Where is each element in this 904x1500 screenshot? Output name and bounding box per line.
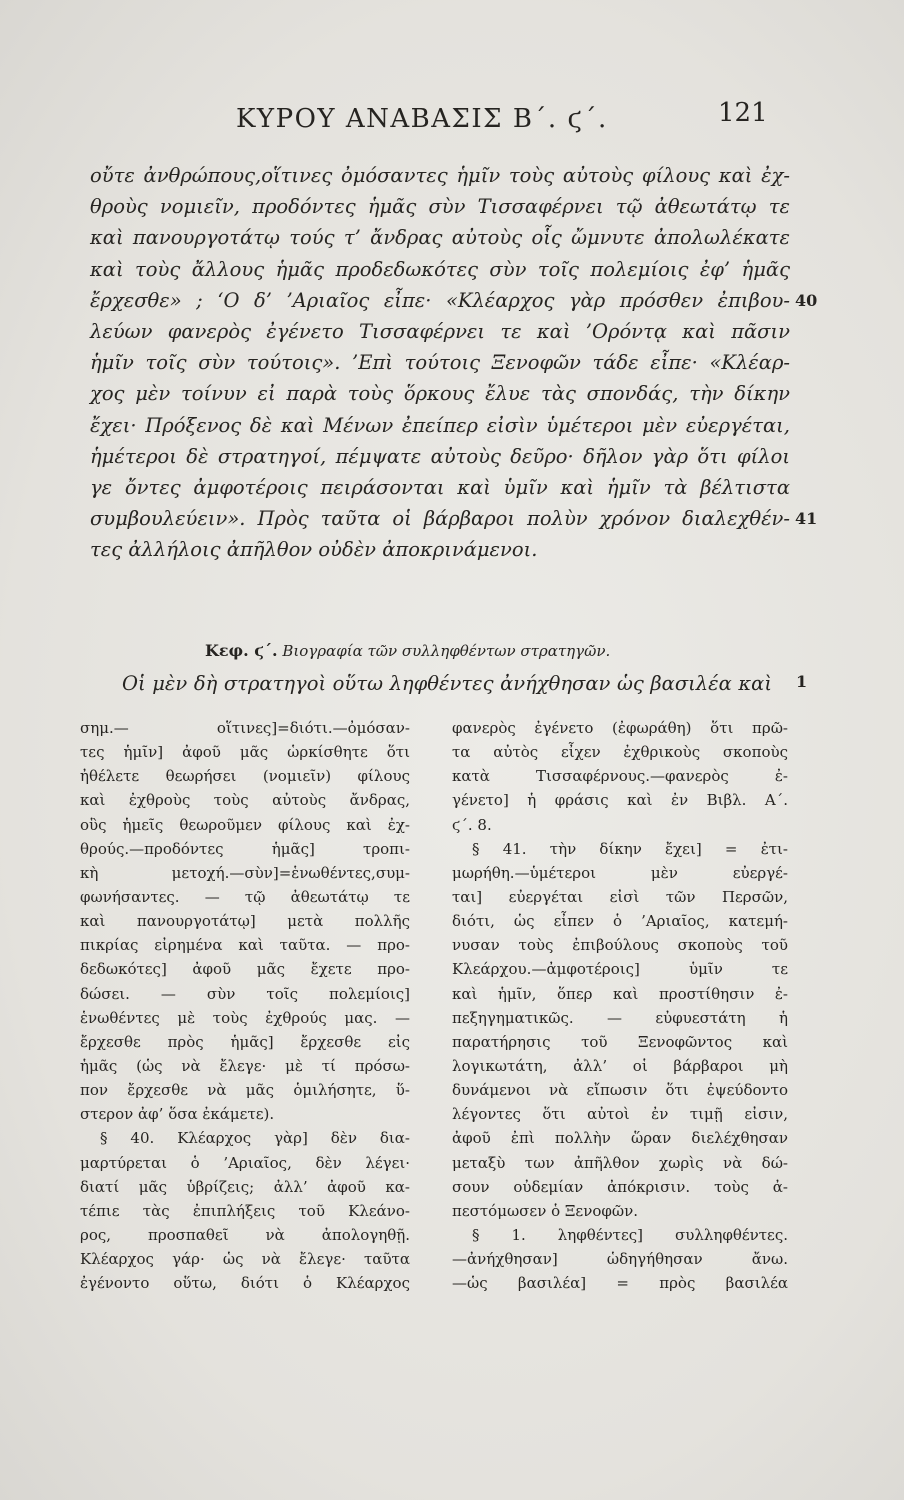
commentary-line bbox=[80, 1078, 410, 1102]
commentary-line bbox=[80, 885, 410, 909]
commentary-right-column bbox=[452, 716, 788, 1295]
commentary-line bbox=[80, 1030, 410, 1054]
main-text-line bbox=[90, 441, 790, 472]
commentary-line-content: § 40. Κλέαρχος γὰρ] δὲν δια- bbox=[100, 1129, 410, 1148]
commentary-line bbox=[80, 909, 410, 933]
commentary-line bbox=[452, 716, 788, 740]
commentary-line-content: ϛ΄. 8. bbox=[452, 815, 492, 834]
commentary-line-content: καὶ ἐχθροὺς τοὺς αὐτοὺς ἄνδρας, bbox=[80, 791, 410, 810]
main-text-line bbox=[90, 316, 790, 347]
chapter-label: Κεφ. ϛ΄. bbox=[205, 641, 278, 660]
commentary-line bbox=[452, 764, 788, 788]
main-text-line-content: τες ἀλλήλοις ἀπῆλθον οὐδὲν ἀποκρινάμενοι. bbox=[90, 538, 538, 562]
commentary-line-content: σημ.— οἵτινες]=διότι.—ὀμόσαν- bbox=[80, 719, 410, 737]
commentary-line-content: στερον ἀφ’ ὅσα ἐκάμετε). bbox=[80, 1105, 275, 1124]
main-text-line bbox=[90, 503, 818, 534]
main-text-line-content: ἡμέτεροι δὲ στρατηγοί, πέμψατε αὐτοὺς δεῦρο· δῆλον γὰρ ὅτι φίλοι bbox=[90, 444, 790, 468]
commentary-line-content: παρατήρησις τοῦ Ξενοφῶντος καὶ bbox=[452, 1032, 788, 1051]
commentary-line-content: Κλεάρχου.—ἀμφοτέροις] ὑμῖν τε bbox=[452, 960, 788, 979]
commentary-line-content: δεδωκότες] ἀφοῦ μᾶς ἔχετε προ- bbox=[80, 960, 410, 979]
commentary-line bbox=[452, 909, 788, 933]
commentary-line-content: διατί μᾶς ὑβρίζεις; ἀλλ’ ἀφοῦ κα- bbox=[80, 1177, 410, 1196]
main-text-line bbox=[90, 410, 790, 441]
main-text-line bbox=[90, 378, 790, 409]
main-text-line-content: ἔχει· Πρόξενος δὲ καὶ Μένων ἐπείπερ εἰσὶν ὑμέτεροι μὲν εὐεργέται, bbox=[90, 413, 790, 437]
chapter-opening-text: Οἱ μὲν δὴ στρατηγοὶ οὕτω ληφθέντες ἀνήχθησαν ὡς βασιλέα καὶ bbox=[122, 672, 772, 695]
commentary-line bbox=[452, 1102, 788, 1126]
commentary-line-content: γένετο] ἡ φράσις καὶ ἐν Βιβλ. Α΄. bbox=[452, 791, 788, 810]
commentary-line-content: ἡμᾶς (ὡς νὰ ἔλεγε· μὲ τί πρόσω- bbox=[80, 1056, 410, 1075]
commentary-line bbox=[452, 837, 788, 861]
chapter-heading bbox=[205, 641, 610, 660]
commentary-line bbox=[452, 788, 788, 812]
commentary-line-content: μωρήθη.—ὑμέτεροι μὲν εὐεργέ- bbox=[452, 863, 788, 882]
main-text-line-content: χος μὲν τοίνυν εἰ παρὰ τοὺς ὅρκους ἔλυε τὰς σπονδάς, τὴν δίκην bbox=[90, 382, 790, 406]
commentary-line bbox=[80, 1199, 410, 1223]
main-text-line bbox=[90, 222, 790, 253]
commentary-line-content: οὓς ἡμεῖς θεωροῦμεν φίλους καὶ ἐχ- bbox=[80, 815, 410, 834]
main-text-line-content: ἔρχεσθε» ; ‘Ο δ’ ’Αριαῖος εἶπε· «Κλέαρχος γὰρ πρόσθεν ἐπιβου- bbox=[90, 288, 790, 312]
commentary-line bbox=[452, 861, 788, 885]
commentary-line-content: § 1. ληφθέντες] συλληφθέντες. bbox=[472, 1225, 788, 1244]
commentary-line-content: Κλέαρχος γάρ· ὡς νὰ ἔλεγε· ταῦτα bbox=[80, 1250, 410, 1269]
commentary-line bbox=[452, 1271, 788, 1295]
commentary-line bbox=[80, 1271, 410, 1295]
commentary-line bbox=[80, 1247, 410, 1271]
commentary-line bbox=[452, 740, 788, 764]
commentary-line bbox=[452, 1199, 788, 1223]
commentary-line bbox=[452, 1151, 788, 1175]
main-text-line bbox=[90, 160, 790, 191]
commentary-line-content: πεξηγηματικῶς. — εὐφυεστάτη ἡ bbox=[452, 1008, 788, 1027]
commentary-line bbox=[80, 1223, 410, 1247]
chapter-opening-line bbox=[122, 672, 772, 695]
commentary-line-content: δώσει. — σὺν τοῖς πολεμίοις] bbox=[80, 984, 410, 1003]
commentary-line-content: διότι, ὡς εἶπεν ὁ ’Αριαῖος, κατεμή- bbox=[452, 912, 788, 931]
commentary-line bbox=[80, 861, 410, 885]
commentary-line-content: φωνήσαντες. — τῷ ἀθεωτάτῳ τε bbox=[80, 887, 410, 906]
commentary-line bbox=[80, 788, 410, 812]
commentary-line-content: ἐγένοντο οὕτω, διότι ὁ Κλέαρχος bbox=[80, 1274, 410, 1293]
commentary-line bbox=[452, 933, 788, 957]
commentary-line bbox=[452, 1006, 788, 1030]
commentary-line-content: ἀφοῦ ἐπὶ πολλὴν ὥραν διελέχθησαν bbox=[452, 1129, 788, 1148]
commentary-line-content: ἑνωθέντες μὲ τοὺς ἐχθρούς μας. — bbox=[80, 1008, 410, 1027]
main-text-line-content: λεύων φανερὸς ἐγένετο Τισσαφέρνει τε καὶ ’Ορόντᾳ καὶ πᾶσιν bbox=[90, 319, 790, 343]
commentary-line-content: κατὰ Τισσαφέρνους.—φανερὸς ἐ- bbox=[452, 767, 788, 786]
commentary-line bbox=[80, 716, 410, 740]
commentary-line-content: πικρίας εἰρημένα καὶ ταῦτα. — προ- bbox=[80, 936, 410, 955]
commentary-line-content: ἠθέλετε θεωρήσει (νομιεῖν) φίλους bbox=[80, 767, 410, 786]
main-text-line-content: ἡμῖν τοῖς σὺν τούτοις». ’Επὶ τούτοις Ξενοφῶν τάδε εἶπε· «Κλέαρ- bbox=[90, 351, 790, 375]
commentary-line-content: τέπιε τὰς ἐπιπλήξεις τοῦ Κλεάνο- bbox=[80, 1201, 410, 1220]
commentary-line bbox=[80, 1102, 410, 1126]
main-text-line bbox=[90, 285, 818, 316]
commentary-line bbox=[452, 1126, 788, 1150]
commentary-line-content: καὶ ἡμῖν, ὅπερ καὶ προστίθησιν ἐ- bbox=[452, 984, 788, 1003]
main-text-line bbox=[90, 534, 790, 565]
commentary-line bbox=[80, 764, 410, 788]
commentary-line-content: ται] εὐεργέται εἰσὶ τῶν Περσῶν, bbox=[452, 887, 788, 906]
commentary-line-content: κὴ μετοχή.—σὺν]=ἑνωθέντες,συμ- bbox=[80, 863, 410, 882]
section-number: 41 bbox=[795, 509, 818, 529]
commentary-line bbox=[80, 1175, 410, 1199]
commentary-line-content: § 41. τὴν δίκην ἔχει] = ἐτι- bbox=[472, 839, 788, 858]
commentary-line bbox=[80, 1151, 410, 1175]
section-number: 1 bbox=[796, 672, 808, 691]
commentary-left-column bbox=[80, 716, 410, 1295]
main-text-line-content: καὶ πανουργοτάτῳ τούς τ’ ἄνδρας αὐτοὺς οἷς ὤμνυτε ἀπολωλέκατε bbox=[90, 226, 790, 250]
commentary-line-content: καὶ πανουργοτάτῳ] μετὰ πολλῆς bbox=[80, 912, 410, 931]
commentary-line bbox=[80, 1054, 410, 1078]
commentary-line-content: —ἀνήχθησαν] ὡδηγήθησαν ἄνω. bbox=[452, 1250, 788, 1269]
commentary-line-content: ρος, προσπαθεῖ νὰ ἀπολογηθῇ. bbox=[80, 1225, 410, 1244]
main-text-line bbox=[90, 347, 790, 378]
commentary-line bbox=[452, 1054, 788, 1078]
commentary-line bbox=[80, 1126, 410, 1150]
commentary-line bbox=[452, 957, 788, 981]
commentary-line-content: μεταξὺ των ἀπῆλθον χωρὶς νὰ δώ- bbox=[452, 1153, 788, 1172]
commentary-line-content: λογικωτάτη, ἀλλ’ οἱ βάρβαροι μὴ bbox=[452, 1056, 788, 1075]
commentary-line bbox=[452, 885, 788, 909]
main-text-line bbox=[90, 191, 790, 222]
commentary-line bbox=[452, 813, 788, 837]
commentary-line bbox=[80, 1006, 410, 1030]
commentary-line bbox=[80, 933, 410, 957]
main-text-line-content: συμβουλεύειν». Πρὸς ταῦτα οἱ βάρβαροι πολὺν χρόνον διαλεχθέν- bbox=[90, 507, 790, 531]
commentary-line bbox=[80, 957, 410, 981]
commentary-line-content: τες ἡμῖν] ἀφοῦ μᾶς ὡρκίσθητε ὅτι bbox=[80, 743, 410, 762]
commentary-line-content: πεστόμωσεν ὁ Ξενοφῶν. bbox=[452, 1201, 638, 1220]
commentary-line bbox=[452, 1078, 788, 1102]
main-text-line-content: καὶ τοὺς ἄλλους ἡμᾶς προδεδωκότες σὺν τοῖς πολεμίοις ἐφ’ ἡμᾶς bbox=[90, 257, 790, 281]
running-title: ΚΥΡΟΥ ΑΝΑΒΑΣΙΣ Β΄. ϛ΄. bbox=[236, 104, 608, 134]
commentary-line-content: σουν οὐδεμίαν ἀπόκρισιν. τοὺς ἀ- bbox=[452, 1177, 788, 1196]
commentary-line-content: τα αὐτὸς εἶχεν ἐχθρικοὺς σκοποὺς bbox=[452, 743, 788, 762]
commentary-line-content: ἔρχεσθε πρὸς ἡμᾶς] ἔρχεσθε εἰς bbox=[80, 1032, 410, 1051]
commentary-line bbox=[452, 1030, 788, 1054]
commentary-line bbox=[80, 982, 410, 1006]
commentary-line-content: νυσαν τοὺς ἐπιβούλους σκοποὺς τοῦ bbox=[452, 936, 788, 955]
commentary-line bbox=[452, 1175, 788, 1199]
commentary-line bbox=[452, 982, 788, 1006]
commentary-line-content: δυνάμενοι νὰ εἴπωσιν ὅτι ἐψεύδοντο bbox=[452, 1081, 788, 1100]
commentary-line bbox=[452, 1247, 788, 1271]
commentary-line-content: φανερὸς ἐγένετο (ἐφωράθη) ὅτι πρῶ- bbox=[452, 719, 788, 737]
commentary-line-content: πον ἔρχεσθε νὰ μᾶς ὁμιλήσητε, ὕ- bbox=[80, 1081, 410, 1100]
commentary-line bbox=[80, 740, 410, 764]
main-text-line bbox=[90, 254, 790, 285]
commentary-line-content: θρούς.—προδόντες ἡμᾶς] τροπι- bbox=[80, 839, 410, 858]
commentary-line bbox=[80, 813, 410, 837]
commentary-line-content: μαρτύρεται ὁ ’Αριαῖος, δὲν λέγει· bbox=[80, 1153, 410, 1172]
main-text-line-content: οὔτε ἀνθρώπους,οἵτινες ὀμόσαντες ἡμῖν τοὺς αὐτοὺς φίλους καὶ ἐχ- bbox=[90, 164, 790, 187]
main-text-block bbox=[90, 160, 818, 565]
commentary-line bbox=[452, 1223, 788, 1247]
main-text-line bbox=[90, 472, 790, 503]
commentary-line bbox=[80, 837, 410, 861]
commentary-line-content: λέγοντες ὅτι αὐτοὶ ἐν τιμῇ εἰσιν, bbox=[452, 1105, 788, 1124]
main-text-line-content: γε ὄντες ἀμφοτέροις πειράσονται καὶ ὑμῖν καὶ ἡμῖν τὰ βέλτιστα bbox=[90, 475, 790, 499]
page-header bbox=[0, 98, 904, 138]
page-number: 121 bbox=[718, 98, 768, 128]
commentary-line-content: —ὡς βασιλέα] = πρὸς βασιλέα bbox=[452, 1274, 788, 1293]
section-number: 40 bbox=[795, 290, 818, 310]
main-text-line-content: θροὺς νομιεῖν, προδόντες ἡμᾶς σὺν Τισσαφέρνει τῷ ἀθεωτάτῳ τε bbox=[90, 195, 790, 219]
chapter-title: Βιογραφία τῶν συλληφθέντων στρατηγῶν. bbox=[282, 642, 611, 660]
